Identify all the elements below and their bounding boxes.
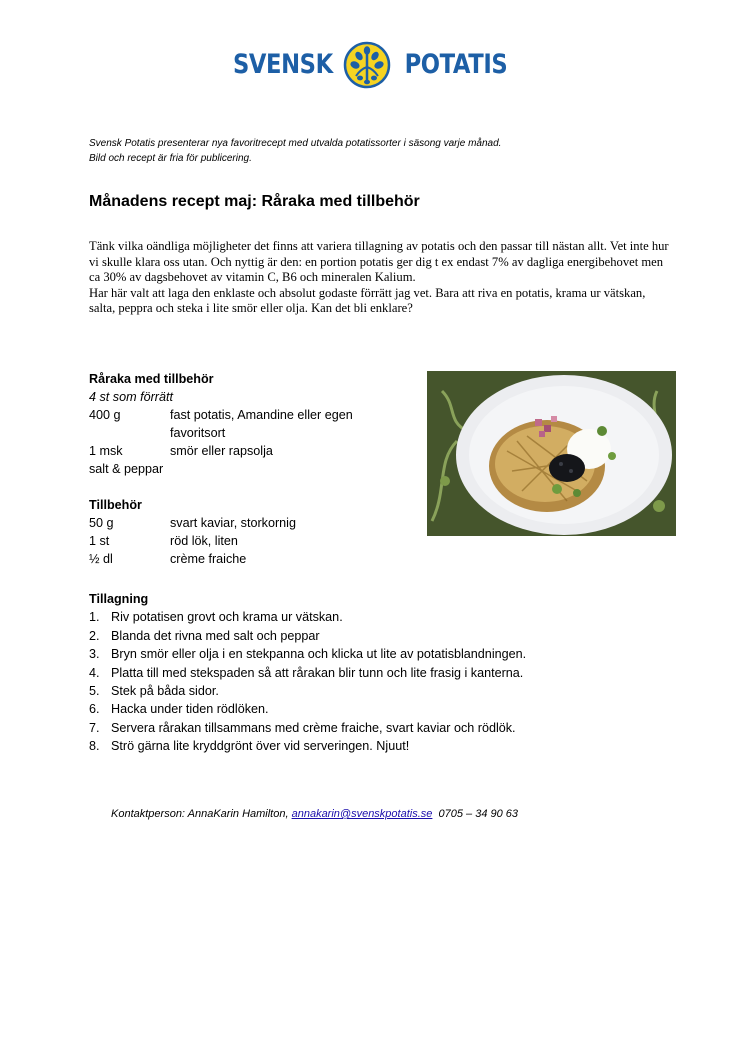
step-number: 2. <box>89 628 100 643</box>
recipe-heading: Råraka med tillbehör <box>89 372 214 386</box>
method-step <box>89 627 526 645</box>
step-text: Platta till med stekspaden så att råraka​n blir tunn och lite frasig i kanterna. <box>111 665 524 680</box>
ingredient-row <box>89 442 409 460</box>
step-text: Bryn smör eller olja i en stekpanna och klicka ut lite av potatisblandningen. <box>111 647 527 662</box>
method-step <box>89 664 526 682</box>
page-title: Månadens recept maj: Råraka med tillbehör <box>89 193 420 210</box>
accessories-heading: Tillbehör <box>89 498 142 512</box>
method-step <box>89 737 526 755</box>
method-step <box>89 719 526 737</box>
accessory-qty: 1 st <box>89 534 110 548</box>
rosti-photo <box>427 371 676 536</box>
ingredient-qty: 1 msk <box>89 444 123 458</box>
potato-plant-emblem-icon <box>343 41 391 89</box>
svensk-potatis-logo <box>233 40 507 90</box>
contact-email-link[interactable]: annakarin@svenskpotatis.se <box>291 808 433 820</box>
accessory-qty: 50 g <box>89 516 114 530</box>
contact-line <box>111 808 518 820</box>
accessory-row <box>89 550 409 568</box>
accessory-row <box>89 514 409 532</box>
recipe-yield: 4 st som förrätt <box>89 390 173 404</box>
accessory-item: crème fraiche <box>170 552 247 566</box>
method-block <box>89 590 526 756</box>
intro-line-1: Svensk Potatis presenterar nya favoritrecept med utvalda potatissorter i säsong varje månad. <box>89 138 502 149</box>
intro-note <box>89 136 501 166</box>
recipe-block <box>89 370 409 568</box>
ingredient-row <box>89 460 409 478</box>
step-text: Hacka under tiden rödlöken. <box>111 702 269 717</box>
accessory-item: röd lök, liten <box>170 534 238 548</box>
step-number: 7. <box>89 720 100 735</box>
step-text: Blanda det rivna med salt och peppar <box>111 628 320 643</box>
ingredient-qty: salt & peppar <box>89 462 164 476</box>
step-number: 4. <box>89 665 100 680</box>
step-text: Riv potatisen grovt och krama ur vätskan. <box>111 610 343 625</box>
method-step <box>89 645 526 663</box>
step-number: 5. <box>89 684 100 699</box>
step-text: Stek på båda sidor. <box>111 684 219 699</box>
intro-body <box>89 239 669 317</box>
method-step <box>89 608 526 626</box>
logo-word-svensk: SVENSK <box>233 49 333 80</box>
step-number: 8. <box>89 739 100 754</box>
method-heading: Tillagning <box>89 592 149 606</box>
logo-word-potatis: POTATIS <box>404 49 507 80</box>
ingredient-item: smör eller rapsolja <box>170 444 273 458</box>
step-text: Strö gärna lite kryddgrönt över vid serveringen. Njuut! <box>111 739 410 754</box>
contact-phone: 0705 – 34 90 63 <box>432 808 519 820</box>
accessory-item: svart kaviar, storkornig <box>170 516 296 530</box>
step-text: Servera rårakan tillsammans med crème fraiche, svart kaviar och rödlök. <box>111 720 516 735</box>
contact-prefix: Kontaktperson: AnnaKarin Hamilton, <box>111 808 292 820</box>
body-paragraph-1: Tänk vilka oändliga möjligheter det finns att variera tillagning av potatis och den passar till nästan allt. Vet inte hur vi skulle klara oss utan. Och nyttig är den: en portion potatis ger dig t ex endast 7% av dagliga energibehovet men ca 30% av dagsbehovet av vitamin C, B6 och mineralen Kalium. <box>89 239 669 285</box>
body-paragraph-2: Har här valt att laga den enklaste och absolut godaste förrätt jag vet. Bara att riva en potatis, krama ur vätskan, salta, peppra och steka i lite smör eller olja. Kan det bli enklare? <box>89 285 646 316</box>
step-number: 3. <box>89 647 100 662</box>
accessory-row <box>89 532 409 550</box>
intro-line-2: Bild och recept är fria för publicering. <box>89 153 252 164</box>
step-number: 6. <box>89 702 100 717</box>
ingredient-row <box>89 406 409 442</box>
method-step <box>89 682 526 700</box>
step-number: 1. <box>89 610 100 625</box>
ingredient-item: fast potatis, Amandine eller egen favoritsort <box>170 408 353 440</box>
method-step <box>89 700 526 718</box>
accessory-qty: ½ dl <box>89 552 113 566</box>
ingredient-qty: 400 g <box>89 408 121 422</box>
